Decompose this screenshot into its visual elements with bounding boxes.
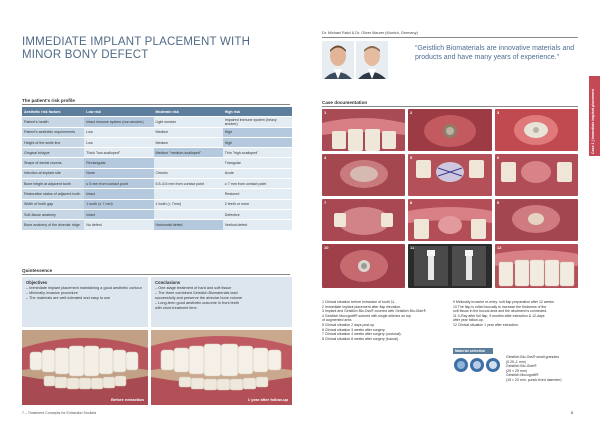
conclusion-item: – One-stage treatment of hard and soft tissue (155, 286, 232, 290)
teeth-illustration (22, 330, 148, 405)
table-cell: ≥ 7 mm from contact point (223, 179, 292, 189)
smile-photo-after (151, 330, 292, 405)
product-logos (453, 357, 503, 373)
table-cell: Horizontal defect (154, 220, 223, 230)
table-cell (154, 158, 223, 168)
row-label: Soft-tissue anatomy (22, 209, 84, 219)
photo-number: 4 (324, 155, 327, 160)
photo-illustration (322, 154, 405, 196)
conclusion-item: – The three combined Geistlich Biomaterials lead (155, 291, 238, 295)
table-cell: Impaired immune system (heavy smoker) (223, 117, 292, 127)
caption-line: 3 Implant and Geistlich Bio-Oss® covered with Geistlich Bio-Gide®. (322, 309, 427, 314)
table-cell: Medium "medium-scalloped" (154, 148, 223, 158)
table-cell: Acute (223, 168, 292, 178)
caption-line: 1 Clinical situation before extraction of tooth 11. (322, 300, 396, 304)
table-cell: Defective (223, 209, 292, 219)
photo-illustration (495, 154, 578, 196)
photo-illustration (408, 154, 492, 196)
row-label: Infection at implant site (22, 168, 84, 178)
table-row (22, 168, 292, 178)
photo-illustration (322, 109, 405, 151)
table-cell: 1 tooth (< 7mm) (154, 199, 223, 209)
footer-text: 7 – Treatment Concepts for Extraction Sockets (22, 411, 97, 415)
person-icon (356, 41, 388, 79)
table-cell: Thin "high-scalloped" (223, 148, 292, 158)
caption-line: after year follow-up. (453, 318, 484, 323)
table-cell: None (84, 168, 153, 178)
before-label: Before extraction (111, 397, 144, 402)
photo-number: 5 (410, 155, 413, 160)
photo-number: 1 (324, 110, 327, 115)
photo-illustration (495, 109, 578, 151)
photo-illustration (322, 199, 405, 241)
table-cell: Intact (84, 209, 153, 219)
authors-line: Dr. Michael Ratzl & Dr. Oliver Maurer (Munich, Germany) (322, 31, 418, 35)
photo-illustration (495, 199, 578, 241)
objective-item: – Minimally invasive procedure (26, 291, 78, 295)
table-cell: Thick "low-scalloped" (84, 148, 153, 158)
case-photo-11 (408, 244, 492, 288)
row-label: Bone height at adjacent tooth (22, 179, 84, 189)
photo-number: 6 (497, 155, 500, 160)
divider (322, 37, 578, 38)
caption-line: 4 Geistlich Mucograft® sutured with single stitches on top (322, 313, 411, 318)
case-photo-9 (495, 199, 578, 241)
photo-illustration (495, 244, 578, 288)
table-cell: 5.5–6.5 mm from contact point (154, 179, 223, 189)
author-portrait-1 (322, 41, 354, 79)
table-cell: High (223, 137, 292, 147)
objective-item: – Immediate implant placement maintaining a good aesthetic contour (26, 286, 142, 290)
photo-illustration (322, 244, 405, 288)
product-badge-icons (453, 357, 503, 373)
table-row (22, 199, 292, 209)
objectives-heading: Objectives (26, 280, 48, 285)
caption-line: 12 Clinical situation 1 year after extraction. (453, 322, 519, 327)
material-item: Geistlich Mucograft® (506, 373, 539, 378)
row-label: Shape of dental crowns (22, 158, 84, 168)
row-label: Width of tooth gap (22, 199, 84, 209)
table-cell: Restored (223, 189, 292, 199)
caption-line: 10 The flap is rolled buccally to increase the thickness of the (453, 304, 547, 309)
case-photo-4 (322, 154, 405, 196)
row-label: Patient's aesthetic requirements (22, 127, 84, 137)
row-label: Restorative status of adjacent tooth (22, 189, 84, 199)
caption-line: 11 X-Ray after full flap, 9 months after extraction & 12-days (453, 313, 545, 318)
table-cell (154, 209, 223, 219)
photo-number: 12 (497, 245, 502, 250)
photo-number: 11 (410, 245, 415, 250)
material-item: (25 × 25 mm) (506, 368, 527, 373)
case-photo-5 (408, 154, 492, 196)
case-photo-1 (322, 109, 405, 151)
material-heading-bar (453, 348, 493, 354)
table-header-cell: Aesthetic risk factors (22, 107, 84, 117)
table-cell: 2 teeth or more (223, 199, 292, 209)
person-icon (322, 41, 354, 79)
case-photo-10 (322, 244, 405, 288)
author-portrait-2 (356, 41, 388, 79)
caption-line: of augmented area. (322, 318, 353, 323)
table-row (22, 127, 292, 137)
profile-heading: The patient's risk profile (22, 98, 75, 103)
photo-number: 7 (324, 200, 327, 205)
caption-line: 8 Clinical situation 8 weeks after surgery (buccal). (322, 336, 400, 341)
conclusion-item: with short treatment time. (155, 306, 198, 310)
case-photo-6 (495, 154, 578, 196)
table-cell: Low (84, 127, 153, 137)
divider (22, 274, 290, 275)
table-cell: Rectangular (84, 158, 153, 168)
side-tab-label: Case 1 | Immediate implant placement (591, 89, 595, 154)
table-cell: Low (84, 137, 153, 147)
row-label: Bone anatomy of the alveolar ridge (22, 220, 84, 230)
photo-number: 10 (324, 245, 329, 250)
table-cell: ≤ 5 mm from contact point (84, 179, 153, 189)
table-cell: Medium (154, 137, 223, 147)
case-photo-2 (408, 109, 492, 151)
table-row (22, 189, 292, 199)
caption-line: 6 Clinical situation 3 weeks after surgery. (322, 327, 386, 332)
caption-line: 2 Immediate implant placement after flap elevation. (322, 304, 402, 309)
caption-line: 7 Clinical situation 4 weeks after surgery (occlusal). (322, 332, 402, 337)
photo-illustration (408, 109, 492, 151)
page-number: 8 (571, 411, 573, 415)
table-cell: Triangular (223, 158, 292, 168)
photo-number: 3 (497, 110, 500, 115)
divider (22, 104, 290, 105)
material-item: Geistlich Bio-Oss® small granules (506, 355, 559, 359)
photo-number: 9 (497, 200, 500, 205)
table-cell: Intact (84, 189, 153, 199)
side-tab (589, 76, 600, 156)
risk-profile-table (22, 107, 292, 231)
page-title (22, 36, 292, 62)
table-header-row (22, 107, 292, 117)
photo-number: 8 (410, 200, 413, 205)
table-cell: High (223, 127, 292, 137)
smile-photo-before (22, 330, 148, 405)
table-cell: Medium (154, 127, 223, 137)
table-cell: 1 tooth (≥ 7 mm) (84, 199, 153, 209)
table-header-cell: Low risk (84, 107, 153, 117)
table-header-cell: Moderate risk (154, 107, 223, 117)
case-photo-3 (495, 109, 578, 151)
row-label: Height of the smile line (22, 137, 84, 147)
material-heading: Material selection (455, 349, 486, 353)
material-list (506, 355, 578, 383)
case-photo-12 (495, 244, 578, 288)
divider (322, 106, 578, 107)
table-row (22, 209, 292, 219)
after-label: 1 year after follow-up (247, 397, 288, 402)
table-cell: Intact immune system (non-smoker) (84, 117, 153, 127)
conclusion-item: successfully and preserve the alveolar bone volume (155, 296, 243, 300)
captions-right (453, 300, 578, 328)
table-row (22, 148, 292, 158)
table-row (22, 117, 292, 127)
photo-number: 2 (410, 110, 413, 115)
table-cell: Light smoker (154, 117, 223, 127)
testimonial-quote: “Geistlich Biomaterials are innovative materials and products and have many years of experience.” (415, 45, 575, 61)
table-row (22, 137, 292, 147)
table-cell: No defect (84, 220, 153, 230)
conclusion-item: – Long-term good aesthetic outcome in front teeth (155, 301, 240, 305)
objectives-box (22, 277, 148, 327)
conclusions-heading: Conclusions (155, 280, 181, 285)
table-cell: Chronic (154, 168, 223, 178)
material-item: (0.25–1 mm) (506, 359, 526, 364)
table-cell: Vertical defect (223, 220, 292, 230)
title-line-2: MINOR BONY DEFECT (22, 49, 149, 61)
case-photo-7 (322, 199, 405, 241)
objective-item: – The materials are well-tolerated and easy to use (26, 296, 111, 300)
caption-line: 5 Clinical situation 2 days post-op. (322, 322, 376, 327)
conclusions-box (151, 277, 292, 327)
xray-illustration (408, 244, 492, 288)
row-label: Patient's health (22, 117, 84, 127)
material-item: Geistlich Bio-Gide® (506, 364, 537, 369)
photo-illustration (408, 199, 492, 241)
teeth-illustration (151, 330, 292, 405)
material-item: (15 × 20 mm, punch-fixed diameter) (506, 377, 562, 382)
captions-left (322, 300, 450, 341)
title-line-1: IMMEDIATE IMPLANT PLACEMENT WITH (22, 36, 251, 48)
case-heading: Case documentation (322, 100, 368, 105)
table-header-cell: High risk (223, 107, 292, 117)
table-row (22, 158, 292, 168)
caption-line: 9 Minimally invasive re-entry: soft flap preparation after 12 weeks. (453, 300, 555, 304)
table-row (22, 179, 292, 189)
row-label: Gingival biotype (22, 148, 84, 158)
case-photo-8 (408, 199, 492, 241)
table-row (22, 220, 292, 230)
table-cell (154, 189, 223, 199)
quintessence-heading: Quintessence (22, 268, 53, 273)
caption-line: soft tissue in the buccal area and the abutment is connected. (453, 309, 548, 314)
